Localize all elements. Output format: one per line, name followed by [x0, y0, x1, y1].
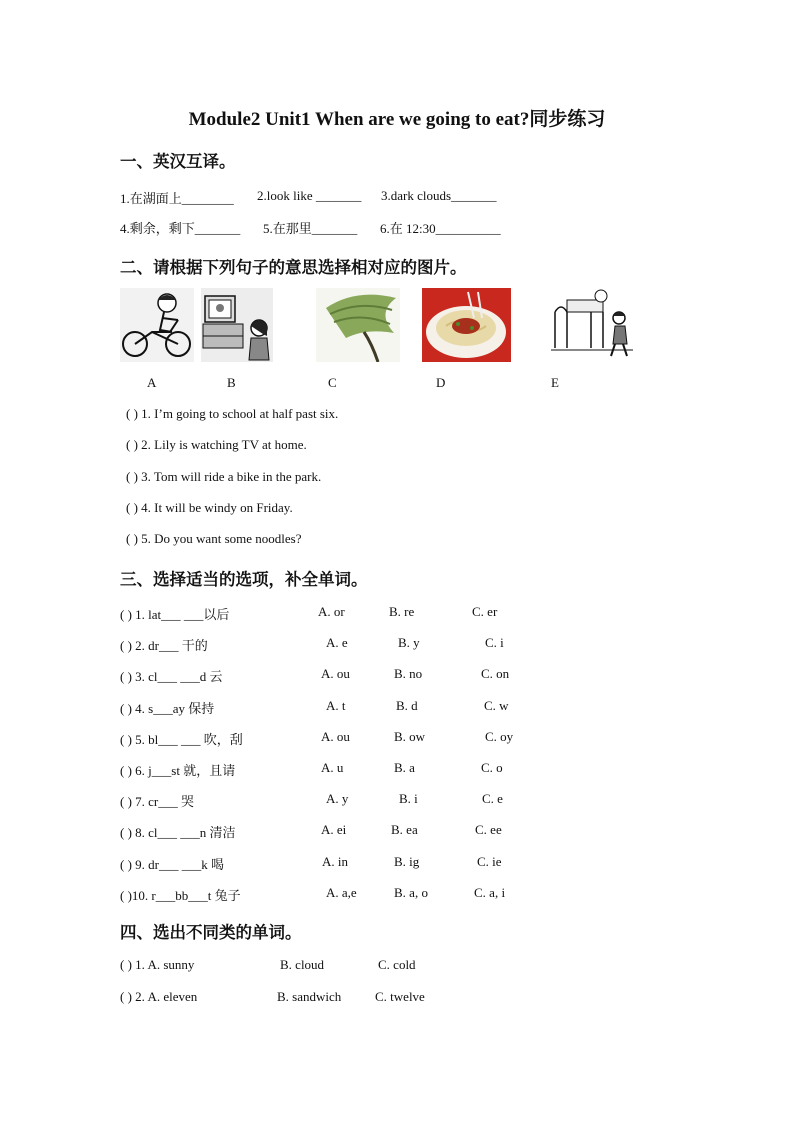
- fill-option-7a: A. y: [326, 791, 349, 806]
- fill-option-9a: A. in: [322, 854, 348, 869]
- picture-question-4: ( ) 4. It will be windy on Friday.: [126, 500, 293, 515]
- odd-one-out-option-1c: C. cold: [378, 957, 416, 972]
- fill-option-8a: A. ei: [321, 822, 347, 837]
- picture-label-e: E: [551, 375, 559, 390]
- fill-option-9c: C. ie: [477, 854, 502, 869]
- fill-option-5c: C. oy: [485, 729, 514, 744]
- fill-option-3a: A. ou: [321, 666, 350, 681]
- translation-item-5: 5.在那里_______: [263, 221, 358, 236]
- odd-one-out-option-2b: B. sandwich: [277, 989, 342, 1004]
- translation-item-1: 1.在湖面上________: [120, 191, 234, 206]
- fill-option-10b: B. a, o: [394, 885, 428, 900]
- section1-heading: 一、英汉互译。: [120, 152, 236, 171]
- fill-question-2: ( ) 2. dr___ 干的: [120, 638, 208, 653]
- picture-label-b: B: [227, 375, 236, 390]
- translation-item-2: 2.look like _______: [257, 188, 362, 203]
- odd-one-out-option-2c: C. twelve: [375, 989, 425, 1004]
- section3-heading: 三、选择适当的选项，补全单词。: [120, 570, 368, 589]
- picture-question-1: ( ) 1. I’m going to school at half past six.: [126, 406, 339, 421]
- picture-e-girl-going-to-school: [551, 288, 633, 362]
- fill-option-6b: B. a: [394, 760, 415, 775]
- fill-option-7c: C. e: [482, 791, 503, 806]
- fill-option-10c: C. a, i: [474, 885, 506, 900]
- section2-heading: 二、请根据下列句子的意思选择相对应的图片。: [120, 258, 467, 277]
- fill-question-5: ( ) 5. bl___ ___ 吹，刮: [120, 732, 243, 747]
- fill-option-1b: B. re: [389, 604, 415, 619]
- fill-option-1a: A. or: [318, 604, 345, 619]
- picture-d-noodles: [422, 288, 511, 362]
- fill-question-8: ( ) 8. cl___ ___n 清洁: [120, 825, 236, 840]
- odd-one-out-question-1: ( ) 1. A. sunny: [120, 957, 195, 972]
- translation-item-4: 4.剩余，剩下_______: [120, 221, 241, 236]
- picture-b-girl-watching-tv: [201, 288, 273, 362]
- fill-option-8c: C. ee: [475, 822, 502, 837]
- fill-option-2a: A. e: [326, 635, 348, 650]
- fill-option-4b: B. d: [396, 698, 418, 713]
- picture-a-boy-riding-bike: [120, 288, 194, 362]
- odd-one-out-option-1b: B. cloud: [280, 957, 325, 972]
- odd-one-out-question-2: ( ) 2. A. eleven: [120, 989, 198, 1004]
- picture-c-windy-tree: [316, 288, 400, 362]
- fill-question-6: ( ) 6. j___st 就，且请: [120, 763, 236, 778]
- fill-question-3: ( ) 3. cl___ ___d 云: [120, 669, 223, 684]
- fill-question-9: ( ) 9. dr___ ___k 喝: [120, 857, 224, 872]
- fill-option-2b: B. y: [398, 635, 420, 650]
- fill-option-4c: C. w: [484, 698, 509, 713]
- fill-option-5a: A. ou: [321, 729, 350, 744]
- picture-label-a: A: [147, 375, 157, 390]
- fill-question-1: ( ) 1. lat___ ___以后: [120, 607, 230, 622]
- picture-question-3: ( ) 3. Tom will ride a bike in the park.: [126, 469, 322, 484]
- fill-question-7: ( ) 7. cr___ 哭: [120, 794, 195, 809]
- fill-option-7b: B. i: [399, 791, 418, 806]
- fill-question-10: ( )10. r___bb___t 兔子: [120, 888, 241, 903]
- fill-option-5b: B. ow: [394, 729, 426, 744]
- picture-label-d: D: [436, 375, 446, 390]
- fill-option-1c: C. er: [472, 604, 498, 619]
- picture-question-5: ( ) 5. Do you want some noodles?: [126, 531, 302, 546]
- fill-option-2c: C. i: [485, 635, 504, 650]
- picture-label-c: C: [328, 375, 337, 390]
- fill-option-8b: B. ea: [391, 822, 418, 837]
- fill-option-10a: A. a,e: [326, 885, 357, 900]
- section4-heading: 四、选出不同类的单词。: [120, 923, 302, 942]
- fill-option-6c: C. o: [481, 760, 503, 775]
- fill-option-6a: A. u: [321, 760, 344, 775]
- fill-option-9b: B. ig: [394, 854, 420, 869]
- picture-question-2: ( ) 2. Lily is watching TV at home.: [126, 437, 307, 452]
- translation-item-3: 3.dark clouds_______: [381, 188, 497, 203]
- fill-option-3c: C. on: [481, 666, 510, 681]
- fill-question-4: ( ) 4. s___ay 保持: [120, 701, 215, 716]
- translation-item-6: 6.在 12:30__________: [380, 221, 501, 236]
- fill-option-3b: B. no: [394, 666, 423, 681]
- fill-option-4a: A. t: [326, 698, 346, 713]
- page-title: Module2 Unit1 When are we going to eat?同步练习: [188, 109, 606, 130]
